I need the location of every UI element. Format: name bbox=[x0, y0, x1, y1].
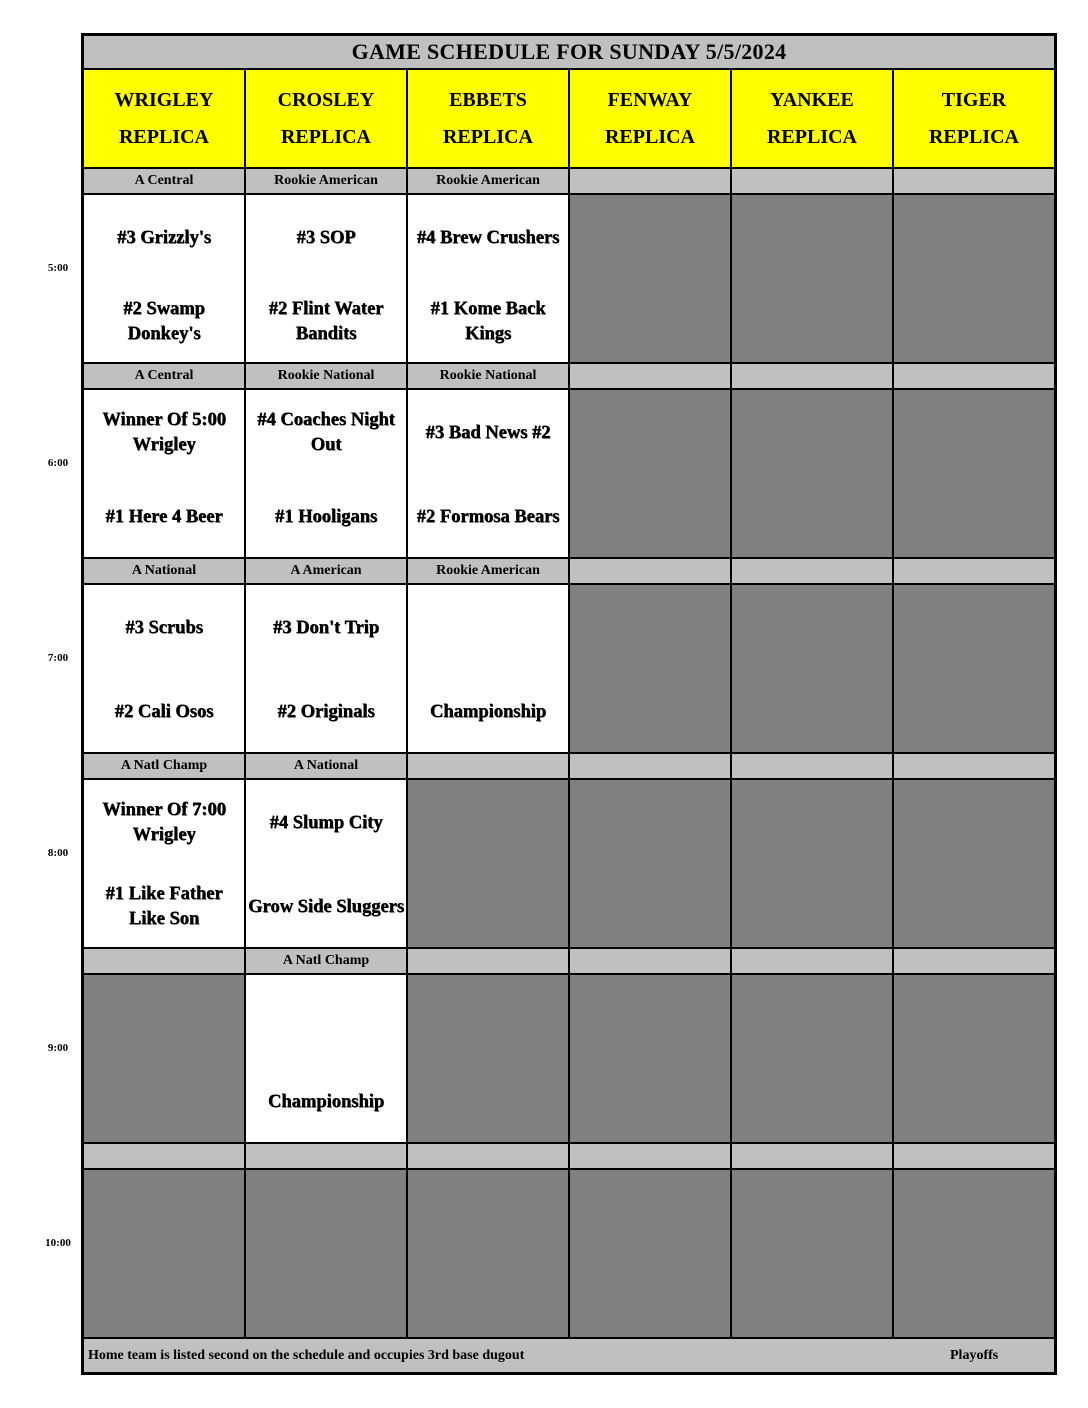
division-label: A Central bbox=[83, 363, 245, 389]
division-label-empty bbox=[569, 753, 731, 779]
division-label-empty bbox=[569, 1143, 731, 1169]
division-label-empty bbox=[893, 753, 1055, 779]
field-name: CROSLEY bbox=[277, 88, 375, 111]
visiting-team: #3 Bad News #2 bbox=[425, 422, 551, 443]
game-cell[interactable] bbox=[407, 389, 569, 558]
field-header-crosley bbox=[245, 69, 407, 168]
empty-slot bbox=[731, 1169, 893, 1338]
empty-slot bbox=[569, 194, 731, 363]
field-subtitle: REPLICA bbox=[604, 125, 695, 148]
visiting-team: Winner Of 7:00 Wrigley bbox=[102, 800, 226, 845]
division-label: A American bbox=[245, 558, 407, 584]
empty-slot bbox=[731, 194, 893, 363]
field-header-yankee bbox=[731, 69, 893, 168]
empty-slot bbox=[893, 779, 1055, 948]
home-team: #2 Originals bbox=[277, 701, 375, 722]
division-label-empty bbox=[407, 753, 569, 779]
home-team: #2 Flint Water Bandits bbox=[268, 299, 384, 344]
division-label-empty bbox=[731, 753, 893, 779]
division-label: A National bbox=[245, 753, 407, 779]
empty-slot bbox=[893, 194, 1055, 363]
division-label: A Natl Champ bbox=[83, 753, 245, 779]
visiting-team: #4 Slump City bbox=[269, 812, 383, 833]
empty-slot bbox=[731, 584, 893, 753]
home-team: #2 Cali Osos bbox=[114, 701, 214, 722]
division-label-empty bbox=[569, 558, 731, 584]
game-cell[interactable] bbox=[245, 779, 407, 948]
time-label: 6:00 bbox=[47, 457, 69, 469]
division-label: A National bbox=[83, 558, 245, 584]
field-subtitle: REPLICA bbox=[928, 125, 1019, 148]
visiting-team bbox=[408, 601, 568, 655]
time-label: 9:00 bbox=[47, 1042, 69, 1054]
empty-slot bbox=[569, 1169, 731, 1338]
field-subtitle: REPLICA bbox=[280, 125, 371, 148]
visiting-team: #3 SOP bbox=[296, 227, 356, 248]
home-team: Championship bbox=[267, 1091, 385, 1112]
division-label-empty bbox=[731, 948, 893, 974]
home-team: Grow Side Sluggers bbox=[248, 896, 404, 917]
game-cell[interactable] bbox=[407, 194, 569, 363]
division-label-empty bbox=[83, 1143, 245, 1169]
field-header-tiger bbox=[893, 69, 1055, 168]
division-label: Rookie American bbox=[407, 558, 569, 584]
visiting-team: #3 Grizzly's bbox=[116, 227, 212, 248]
division-label-empty bbox=[731, 558, 893, 584]
empty-slot bbox=[569, 389, 731, 558]
time-label: 10:00 bbox=[45, 1237, 71, 1249]
division-label-empty bbox=[569, 363, 731, 389]
home-team: #1 Like Father Like Son bbox=[105, 884, 223, 929]
visiting-team: Winner Of 5:00 Wrigley bbox=[102, 410, 226, 455]
division-label-empty bbox=[83, 948, 245, 974]
empty-slot bbox=[569, 584, 731, 753]
field-subtitle: REPLICA bbox=[118, 125, 209, 148]
schedule-table bbox=[81, 33, 1057, 1375]
division-label-empty bbox=[893, 168, 1055, 194]
empty-slot bbox=[893, 1169, 1055, 1338]
game-cell[interactable] bbox=[245, 194, 407, 363]
empty-slot bbox=[83, 1169, 245, 1338]
division-label-empty bbox=[569, 948, 731, 974]
field-name: FENWAY bbox=[607, 88, 693, 111]
visiting-team: #3 Don't Trip bbox=[272, 617, 380, 638]
visiting-team: #4 Coaches Night Out bbox=[257, 410, 395, 455]
game-cell[interactable] bbox=[407, 584, 569, 753]
division-label: A Natl Champ bbox=[245, 948, 407, 974]
game-cell[interactable] bbox=[245, 584, 407, 753]
home-team: #2 Swamp Donkey's bbox=[123, 299, 205, 344]
home-team: #1 Here 4 Beer bbox=[105, 506, 223, 527]
field-header-ebbets bbox=[407, 69, 569, 168]
empty-slot bbox=[893, 584, 1055, 753]
division-label-empty bbox=[407, 1143, 569, 1169]
home-team: #1 Hooligans bbox=[274, 506, 378, 527]
division-label: A Central bbox=[83, 168, 245, 194]
visiting-team: #3 Scrubs bbox=[125, 617, 203, 638]
division-label: Rookie National bbox=[407, 363, 569, 389]
empty-slot bbox=[407, 974, 569, 1143]
empty-slot bbox=[407, 1169, 569, 1338]
schedule-title: GAME SCHEDULE FOR SUNDAY 5/5/2024 bbox=[83, 35, 1055, 69]
time-label: 5:00 bbox=[47, 262, 69, 274]
empty-slot bbox=[731, 974, 893, 1143]
field-name: WRIGLEY bbox=[114, 88, 214, 111]
empty-slot bbox=[245, 1169, 407, 1338]
visiting-team bbox=[246, 991, 406, 1045]
game-cell[interactable] bbox=[245, 389, 407, 558]
field-header-wrigley bbox=[83, 69, 245, 168]
field-name: EBBETS bbox=[449, 88, 527, 111]
empty-slot bbox=[731, 389, 893, 558]
footer-note: Home team is listed second on the schedule and occupies 3rd base dugout bbox=[88, 1348, 525, 1363]
division-label-empty bbox=[893, 1143, 1055, 1169]
footer-playoffs-label: Playoffs bbox=[950, 1348, 999, 1363]
field-name: TIGER bbox=[941, 88, 1007, 111]
division-label-empty bbox=[893, 558, 1055, 584]
time-label: 7:00 bbox=[47, 652, 69, 664]
empty-slot bbox=[83, 974, 245, 1143]
time-label: 8:00 bbox=[47, 847, 69, 859]
game-cell[interactable] bbox=[83, 194, 245, 363]
home-team: #2 Formosa Bears bbox=[416, 506, 560, 527]
empty-slot bbox=[569, 779, 731, 948]
field-header-fenway bbox=[569, 69, 731, 168]
empty-slot bbox=[407, 779, 569, 948]
division-label-empty bbox=[731, 168, 893, 194]
division-label: Rookie American bbox=[407, 168, 569, 194]
field-subtitle: REPLICA bbox=[442, 125, 533, 148]
home-team: Championship bbox=[429, 701, 547, 722]
division-label-empty bbox=[407, 948, 569, 974]
home-team: #1 Kome Back Kings bbox=[430, 299, 546, 344]
field-name: YANKEE bbox=[770, 88, 854, 111]
division-label-empty bbox=[731, 1143, 893, 1169]
footer-bar bbox=[83, 1338, 1055, 1373]
game-cell[interactable] bbox=[83, 779, 245, 948]
game-cell[interactable] bbox=[83, 389, 245, 558]
division-label-empty bbox=[893, 363, 1055, 389]
division-label: Rookie American bbox=[245, 168, 407, 194]
empty-slot bbox=[731, 779, 893, 948]
division-label-empty bbox=[569, 168, 731, 194]
division-label-empty bbox=[245, 1143, 407, 1169]
empty-slot bbox=[569, 974, 731, 1143]
game-cell[interactable] bbox=[245, 974, 407, 1143]
division-label: Rookie National bbox=[245, 363, 407, 389]
visiting-team: #4 Brew Crushers bbox=[416, 227, 560, 248]
division-label-empty bbox=[893, 948, 1055, 974]
empty-slot bbox=[893, 389, 1055, 558]
game-cell[interactable] bbox=[83, 584, 245, 753]
empty-slot bbox=[893, 974, 1055, 1143]
field-subtitle: REPLICA bbox=[766, 125, 857, 148]
division-label-empty bbox=[731, 363, 893, 389]
